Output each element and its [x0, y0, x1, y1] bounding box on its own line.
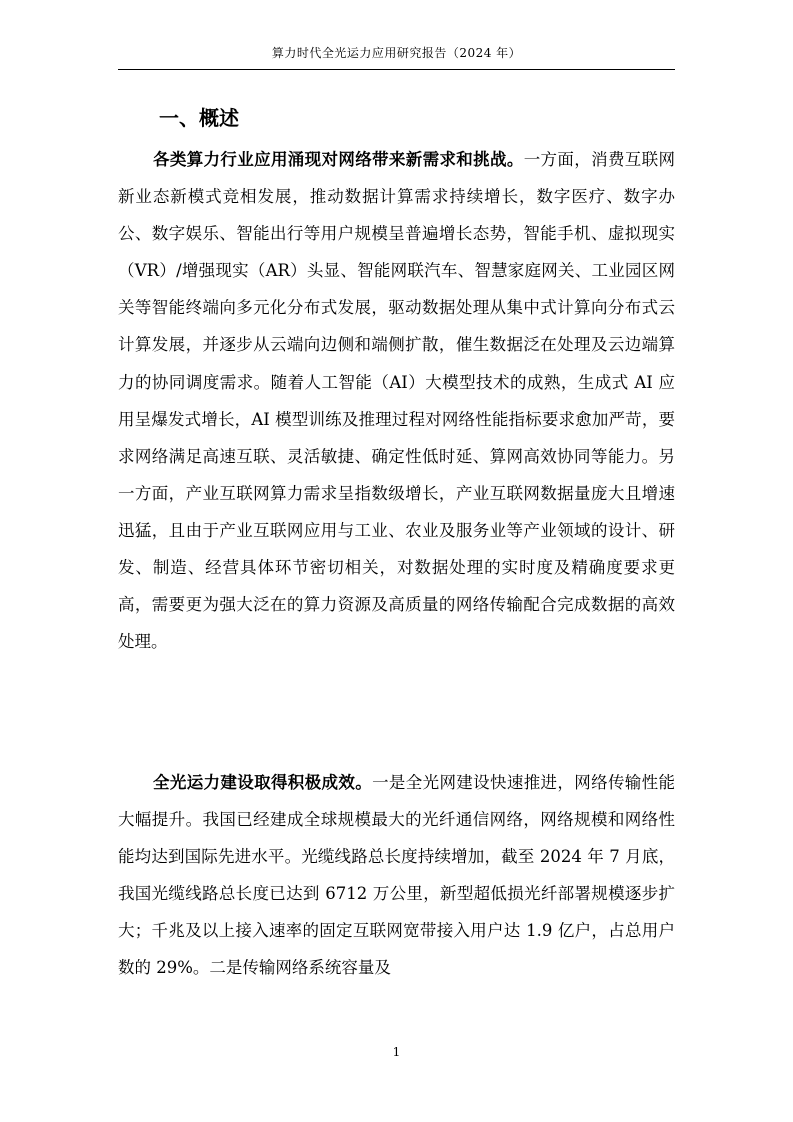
paragraph-lead: 各类算力行业应用涌现对网络带来新需求和挑战。	[153, 150, 524, 169]
paragraph-computing-demands	[118, 141, 675, 660]
paragraph-body: 一方面，消费互联网新业态新模式竞相发展，推动数据计算需求持续增长，数字医疗、数字办公、数字娱乐、智能出行等用户规模呈普遍增长态势，智能手机、虚拟现实（VR）/增强现实（AR）头显、智能网联汽车、智慧家庭网关、工业园区网关等智能终端向多元化分布式发展，驱动数据处理从集中式计算向分布式云计算发展，并逐步从云端向边侧和端侧扩散，催生数据泛在处理及云边端算力的协同调度需求。随着人工智能（AI）大模型技术的成熟，生成式 AI 应用呈爆发式增长，AI 模型训练及推理过程对网络性能指标要求愈加严苛，要求网络满足高速互联、灵活敏捷、确定性低时延、算网高效协同等能力。另一方面，产业互联网算力需求呈指数级增长，产业互联网数据量庞大且增速迅猛，且由于产业互联网应用与工业、农业及服务业等产业领域的设计、研发、制造、经营具体环节密切相关，对数据处理的实时度及精确度要求更高，需要更为强大泛在的算力资源及高质量的网络传输配合完成数据的高效处理。	[118, 150, 676, 652]
paragraph-lead: 全光运力建设取得积极成效。	[153, 773, 373, 792]
paragraph-body: 一是全光网建设快速推进，网络传输性能大幅提升。我国已经建成全球规模最大的光纤通信网络，网络规模和网络性能均达到国际先进水平。光缆线路总长度持续增加，截至 2024 年 7 月底，我国光缆线路总长度已达到 6712 万公里，新型超低损光纤部署规模逐步扩大；千兆及以上接入速率的固定互联网宽带接入用户达 1.9 亿户，占总用户数的 29%。二是传输网络系统容量及	[118, 773, 676, 978]
paragraph-optical-progress	[118, 764, 675, 987]
section-heading: 一、概述	[159, 106, 239, 130]
page-number: 1	[392, 1045, 401, 1059]
header-rule	[118, 69, 675, 70]
running-header: 算力时代全光运力应用研究报告（2024 年）	[271, 46, 522, 60]
